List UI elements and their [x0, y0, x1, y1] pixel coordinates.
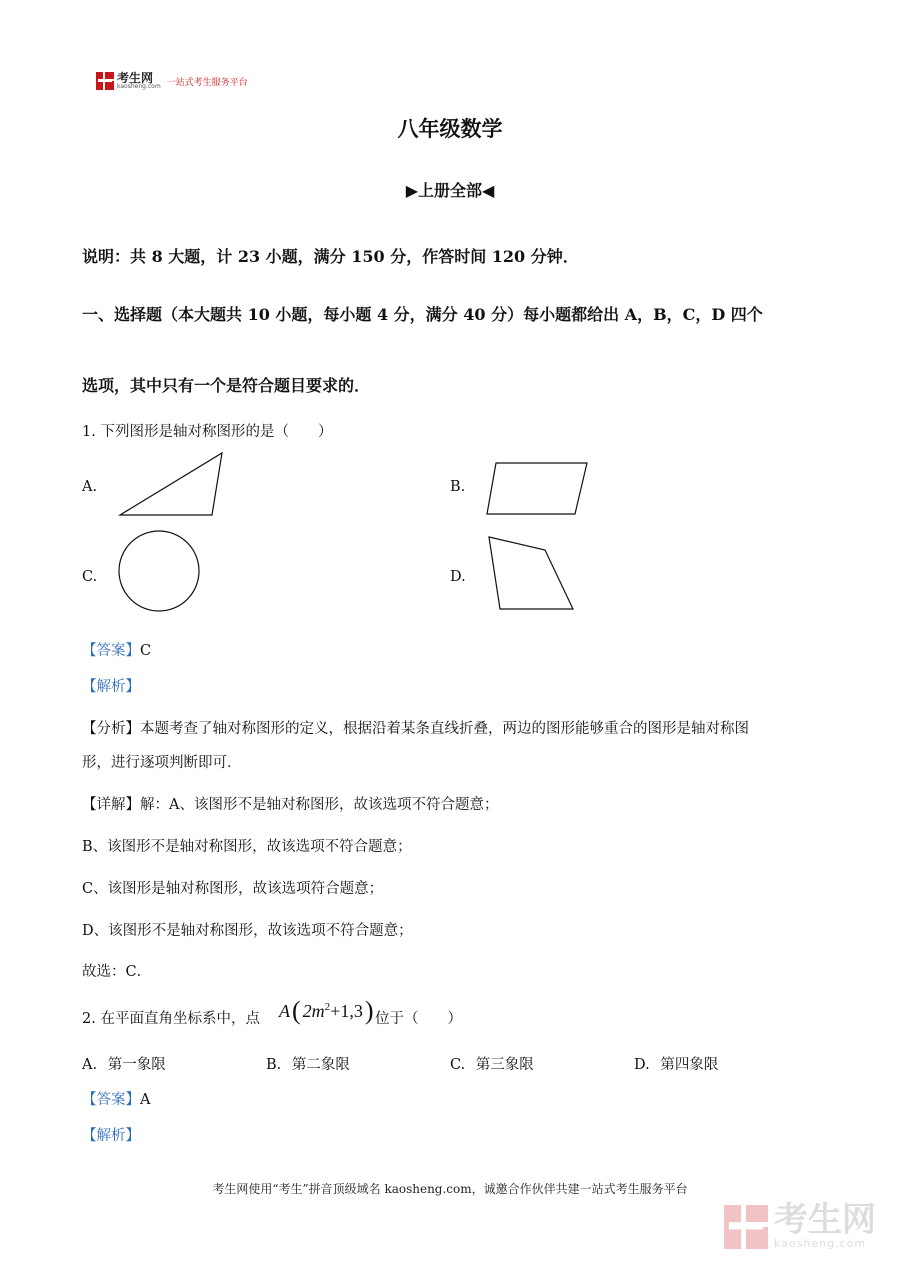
q2-analysis-tag: 【解析】 — [82, 1128, 140, 1144]
q1-fenxi-line2: 形，进行逐项判断即可． — [82, 755, 242, 771]
watermark — [724, 1200, 876, 1250]
watermark-name: 考生网 — [774, 1200, 876, 1240]
header-logo — [96, 72, 248, 90]
logo-text — [117, 72, 161, 90]
q1-option-a-label: A. — [82, 479, 98, 495]
q1-answer — [82, 639, 151, 660]
q2-answer — [82, 1088, 150, 1109]
q1-detail-3: C、该图形是轴对称图形，故该选项符合题意； — [82, 881, 384, 897]
q2-math-letter: A — [279, 1000, 290, 1021]
q2-answer-value: A — [140, 1092, 151, 1108]
watermark-logo-icon — [724, 1205, 768, 1249]
logo-slogan: 一站式考生服务平台 — [166, 77, 248, 88]
q2-option-c-text: 第三象限 — [475, 1057, 534, 1073]
q2-math-rparen: ) — [364, 996, 374, 1025]
q1-conclusion: 故选：C． — [82, 964, 152, 980]
q2-option-c-letter: C. — [450, 1057, 466, 1073]
q1-option-c-label: C. — [82, 569, 98, 585]
q2-option-b-letter: B. — [266, 1057, 282, 1073]
q2-math-lparen: ( — [292, 996, 301, 1025]
q2-option-d — [634, 1053, 718, 1074]
q2-math-expr-pre: 2m — [302, 1000, 325, 1021]
q2-option-c — [450, 1053, 534, 1074]
q2-option-a-text: 第一象限 — [107, 1057, 166, 1073]
q2-option-d-text: 第四象限 — [660, 1057, 719, 1073]
q2-option-b — [266, 1053, 350, 1074]
watermark-text — [774, 1200, 876, 1250]
q1-answer-tag: 【答案】 — [82, 643, 140, 659]
q1-fenxi-line1: 【分析】本题考查了轴对称图形的定义，根据沿着某条直线折叠，两边的图形能够重合的图形是轴对称图 — [82, 721, 749, 737]
q2-stem-suffix: 位于（ ） — [375, 1011, 462, 1027]
q1-stem: 1. 下列图形是轴对称图形的是（ ） — [82, 424, 333, 440]
q1-option-c-circle — [112, 528, 207, 616]
q1-option-d-quadrilateral — [484, 532, 580, 614]
q2-math-point — [279, 996, 374, 1026]
q2-option-a-letter: A. — [82, 1057, 98, 1073]
watermark-domain: kaosheng.com — [774, 1237, 867, 1250]
q1-option-d-label: D. — [450, 569, 466, 585]
q1-option-b-parallelogram — [484, 460, 594, 520]
q2-option-b-text: 第二象限 — [291, 1057, 350, 1073]
q2-math-expr-post: +1,3 — [330, 1000, 363, 1021]
page-footer: 考生网使用“考生”拼音顶级域名 kaosheng.com，诚邀合作伙伴共建一站式考生服务平台 — [212, 1182, 688, 1196]
section1-heading-line2: 选项，其中只有一个是符合题目要求的． — [82, 376, 371, 395]
q1-detail-1: 【详解】解：A、该图形不是轴对称图形，故该选项不符合题意； — [82, 797, 499, 813]
q1-analysis-tag: 【解析】 — [82, 679, 140, 695]
q1-answer-value: C — [140, 643, 152, 659]
logo-mark-icon — [96, 72, 114, 90]
q2-stem-prefix: 2. 在平面直角坐标系中，点 — [82, 1011, 260, 1027]
instructions: 说明：共 8 大题，计 23 小题，满分 150 分，作答时间 120 分钟． — [82, 247, 579, 266]
q1-option-b-label: B. — [450, 479, 466, 495]
section1-heading-line1: 一、选择题（本大题共 10 小题，每小题 4 分，满分 40 分）每小题都给出 A，B，C，D 四个 — [82, 305, 763, 324]
page-subtitle: ▶上册全部◀ — [405, 181, 495, 200]
logo-name: 考生网 — [117, 71, 154, 85]
q1-detail-2: B、该图形不是轴对称图形，故该选项不符合题意； — [82, 839, 412, 855]
q2-option-a — [82, 1053, 166, 1074]
q2-answer-tag: 【答案】 — [82, 1092, 140, 1108]
q1-detail-4: D、该图形不是轴对称图形，故该选项不符合题意； — [82, 923, 413, 939]
logo-domain: kaosheng.com — [117, 83, 161, 90]
q1-option-a-triangle — [110, 448, 230, 520]
q2-option-d-letter: D. — [634, 1057, 650, 1073]
q2-math-sup: 2 — [324, 1001, 331, 1013]
page-title: 八年级数学 — [397, 116, 503, 141]
